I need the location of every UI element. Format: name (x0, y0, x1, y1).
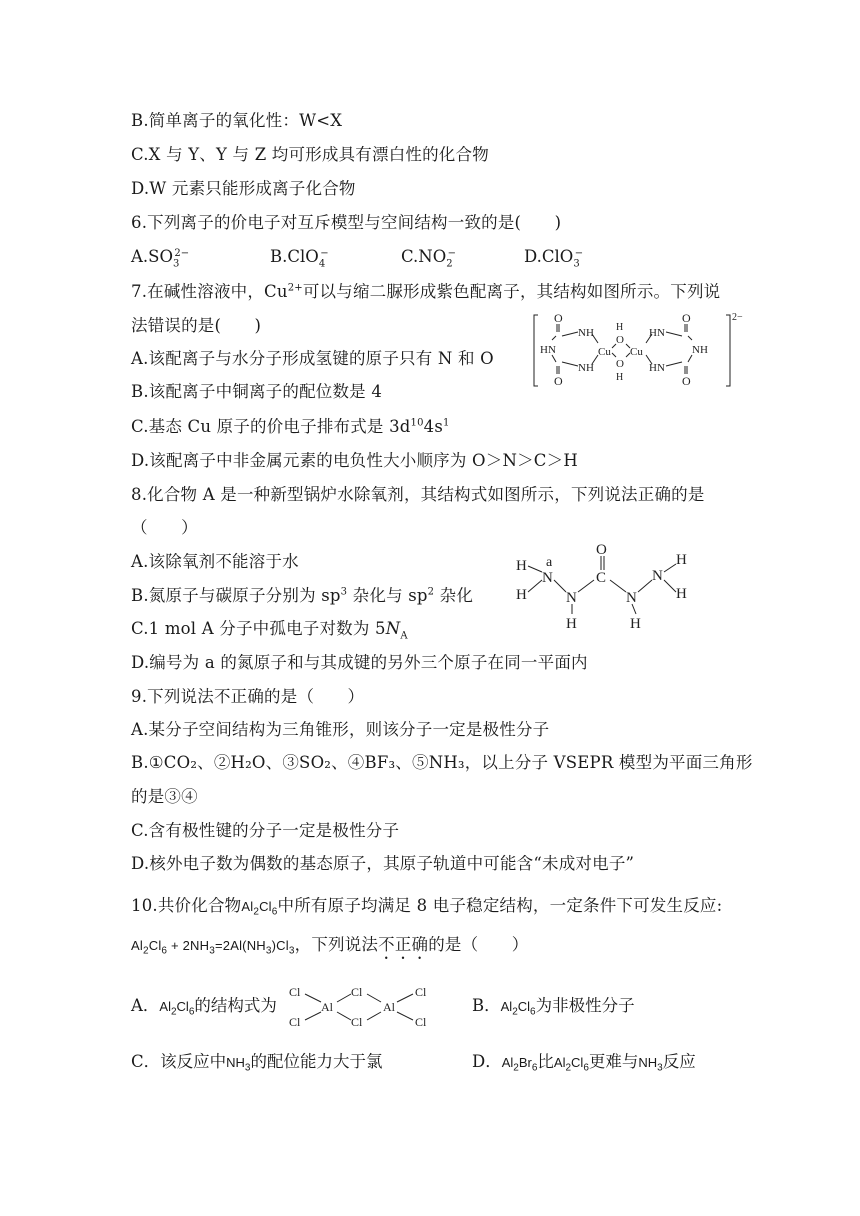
q8-option-d: D.编号为 a 的氮原子和与其成键的另外三个原子在同一平面内 (131, 653, 588, 672)
svg-text:Cu: Cu (598, 346, 611, 358)
svg-text:N: N (542, 570, 553, 586)
q8-stem-line2: （ ） (131, 518, 198, 537)
q7-option-a: A.该配离子与水分子形成氢键的原子只有 N 和 O (131, 349, 494, 368)
reaction-equation: $Al_2Cl_6 + 2NH_3=2Al(NH_3)Cl_3$ (131, 938, 295, 957)
svg-text:H: H (616, 372, 624, 383)
q7-stem-line1: 7.在碱性溶液中，$Cu^{2+}$可以与缩二脲形成紫色配离子，其结构如图所示。下列说 (131, 282, 721, 301)
q10-option-c: C．该反应中$NH_3$的配位能力大于氯 (131, 1052, 383, 1074)
svg-text:2−: 2− (732, 312, 743, 323)
svg-text:H: H (516, 558, 527, 574)
svg-text:O: O (554, 374, 563, 388)
q6-option-a: $A.SO_3^{2-}$ (131, 247, 190, 270)
q5-option-c: C.X 与 Y、Y 与 Z 均可形成具有漂白性的化合物 (131, 145, 489, 164)
svg-text:N: N (566, 590, 577, 606)
q10-option-d: D．$Al_2Br_6$比$Al_2Cl_6$更难与$NH_3$反应 (472, 1052, 696, 1074)
svg-text:Cl: Cl (351, 1015, 363, 1029)
svg-text:N: N (626, 590, 637, 606)
q7-option-c: C.基态 Cu 原子的价电子排布式是 $3d^{10}4s^1$ (131, 417, 450, 436)
q6-option-d: D.ClO$_3$− (524, 247, 584, 270)
svg-text:NH: NH (692, 344, 708, 356)
svg-text:Cl: Cl (415, 1015, 427, 1029)
svg-text:a: a (546, 555, 553, 570)
q8-option-b: B.氮原子与碳原子分别为 $sp^3$ 杂化与 $sp^2$ 杂化 (131, 586, 474, 605)
svg-text:NH: NH (578, 327, 594, 339)
svg-text:N: N (652, 568, 663, 584)
svg-text:O: O (682, 311, 691, 325)
svg-text:O: O (596, 542, 607, 558)
svg-text:H: H (630, 616, 641, 632)
q9-option-d: D.核外电子数为偶数的基态原子，其原子轨道中可能含“未成对电子” (131, 854, 635, 873)
q10-option-a: A．$Al_2Cl_6$的结构式为 (131, 996, 277, 1018)
svg-text:H: H (566, 616, 577, 632)
q7-option-d: D.该配离子中非金属元素的电负性大小顺序为 O＞N＞C＞H (131, 451, 578, 470)
q6-stem: 6.下列离子的价电子对互斥模型与空间结构一致的是( ) (131, 213, 562, 232)
svg-text:HN: HN (649, 362, 665, 374)
q9-option-b-line1: B.①CO₂、②H₂O、③SO₂、④BF₃、⑤NH₃，以上分子 VSEPR 模型为平面三角形 (131, 753, 753, 772)
svg-text:O: O (616, 334, 624, 346)
svg-text:H: H (676, 552, 687, 568)
svg-text:Cu: Cu (630, 346, 643, 358)
svg-text:NH: NH (578, 362, 594, 374)
q7-stem-line2: 法错误的是( ) (131, 316, 262, 335)
q5-option-b: B.简单离子的氧化性：W<X (131, 111, 343, 130)
q5-option-d: D.W 元素只能形成离子化合物 (131, 179, 356, 198)
q8-option-c: C.1 mol A 分子中孤电子对数为 $5N_A$ (131, 619, 408, 642)
svg-text:O: O (616, 358, 624, 370)
q9-option-c: C.含有极性键的分子一定是极性分子 (131, 821, 400, 840)
q9-option-a: A.某分子空间结构为三角锥形，则该分子一定是极性分子 (131, 720, 550, 739)
q8-stem-line1: 8.化合物 A 是一种新型锅炉水除氧剂，其结构式如图所示，下列说法正确的是 (131, 485, 705, 504)
svg-text:Cl: Cl (289, 985, 301, 999)
compound-a-structure-diagram (510, 540, 700, 639)
svg-text:O: O (554, 311, 563, 325)
svg-text:Cl: Cl (415, 985, 427, 999)
al2cl6-structure-diagram (285, 980, 445, 1036)
svg-text:H: H (516, 587, 527, 603)
svg-text:O: O (682, 374, 691, 388)
biuret-copper-complex-diagram (530, 310, 743, 394)
q9-option-b-line2: 的是③④ (131, 787, 198, 806)
svg-text:C: C (596, 570, 607, 586)
svg-text:HN: HN (649, 327, 665, 339)
q10-stem-line1: 10.共价化合物$Al_2Cl_6$中所有原子均满足 8 电子稳定结构，一定条件下可发生反应: (131, 896, 723, 918)
q10-stem-line2: $Al_2Cl_6 + 2NH_3=2Al(NH_3)Cl_3$，下列说法不正确的是（ ） (131, 935, 529, 957)
q7-option-b: B.该配离子中铜离子的配位数是 4 (131, 382, 383, 401)
svg-text:H: H (676, 586, 687, 602)
svg-text:H: H (616, 322, 624, 333)
q8-option-a: A.该除氧剂不能溶于水 (131, 552, 299, 571)
svg-text:Cl: Cl (289, 1015, 301, 1029)
q9-stem: 9.下列说法不正确的是（ ） (131, 687, 365, 706)
svg-text:HN: HN (540, 344, 556, 356)
q6-option-c: $C.NO_2^-$ (401, 247, 457, 270)
svg-text:Al: Al (321, 1000, 333, 1014)
q10-option-b: B．$Al_2Cl_6$为非极性分子 (472, 996, 635, 1018)
svg-text:Cl: Cl (351, 985, 363, 999)
svg-text:Al: Al (383, 1000, 395, 1014)
q6-option-b: B.ClO$_4$− (270, 247, 329, 270)
